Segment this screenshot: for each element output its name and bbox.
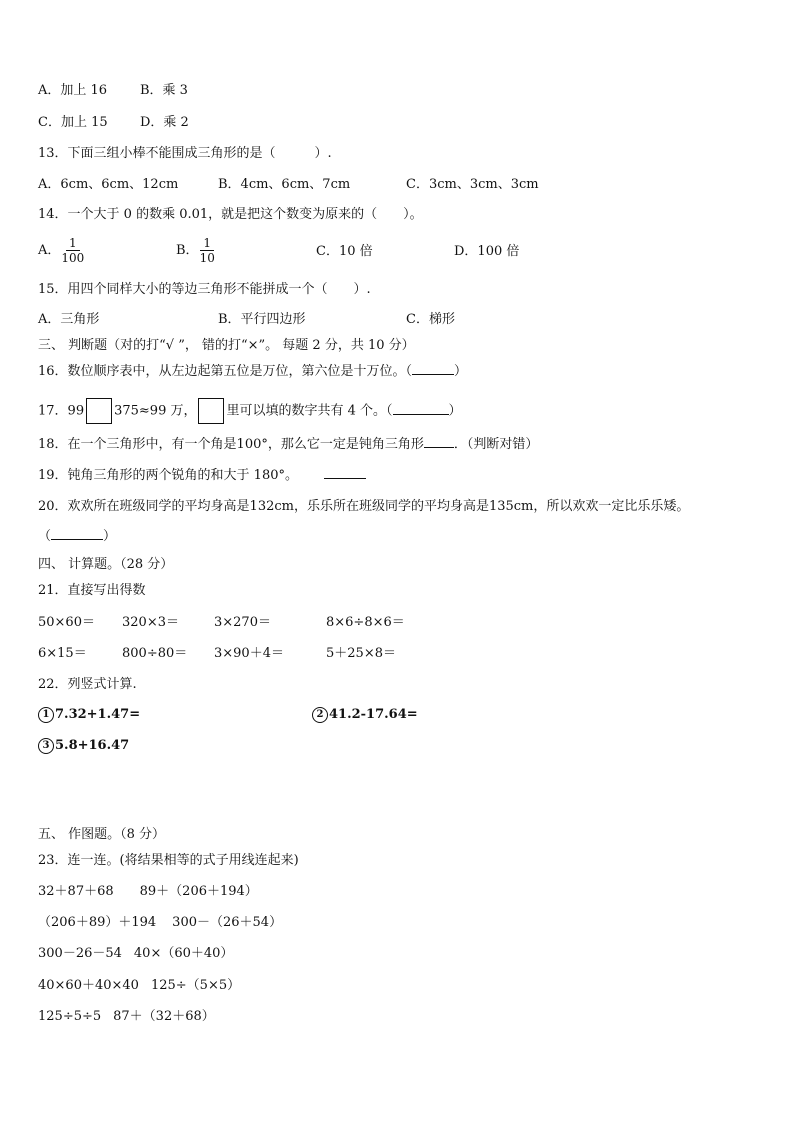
q21-item: 800÷80＝ <box>122 646 188 661</box>
q21-item: 3×90＋4＝ <box>214 646 284 661</box>
q23-right-expression[interactable]: 125÷（5×5） <box>150 978 241 993</box>
q13-option-c: C．3cm、3cm、3cm <box>406 177 539 192</box>
q17-part-2: 375≈99 万， <box>114 403 197 419</box>
q12-option-d: D．乘 2 <box>140 115 189 130</box>
q23-row-5 <box>38 1008 215 1026</box>
q22-expression-3: 5.8+16.47 <box>55 738 130 753</box>
q23-row-1 <box>38 883 258 901</box>
q23-right-expression[interactable]: 40×（60＋40） <box>133 946 234 961</box>
q23-row-4 <box>38 977 240 995</box>
q13-stem: 13．下面三组小棒不能围成三角形的是（ ）. <box>38 146 332 161</box>
q12-option-b: B．乘 3 <box>140 83 188 98</box>
q23-left-expression[interactable]: 32＋87＋68 <box>38 884 114 899</box>
q14-option-c: C．10 倍 <box>316 244 373 259</box>
q18-part-2: ．（判断对错） <box>453 437 539 452</box>
q17-close: ） <box>448 403 462 419</box>
q17-digit-box[interactable] <box>86 398 112 424</box>
q23-right-expression[interactable]: 300－（26＋54） <box>172 915 283 930</box>
q17-part-1: 17．99 <box>38 403 85 419</box>
q23-left-expression[interactable]: 300－26－54 <box>38 946 122 961</box>
q16-answer-blank[interactable] <box>412 374 454 375</box>
q16 <box>38 363 467 381</box>
q18-answer-blank[interactable] <box>424 447 454 448</box>
q23-stem: 23．连一连。(将结果相等的式子用线连起来) <box>38 853 299 868</box>
q22-item-1 <box>38 706 140 724</box>
q16-close: ） <box>454 364 468 379</box>
q20-answer-blank[interactable] <box>51 539 103 540</box>
q22-item-3 <box>38 737 129 755</box>
circled-number-3: 3 <box>38 738 54 754</box>
q13-option-b: B．4cm、6cm、7cm <box>218 177 351 192</box>
q21-item: 3×270＝ <box>214 615 271 630</box>
q21-item: 320×3＝ <box>122 615 179 630</box>
q22-stem: 22．列竖式计算. <box>38 677 137 692</box>
q14-option-d: D．100 倍 <box>454 244 520 259</box>
q22-expression-1: 7.32+1.47= <box>55 707 141 722</box>
q15-stem: 15．用四个同样大小的等边三角形不能拼成一个（ ）. <box>38 282 371 297</box>
q19-answer-blank[interactable] <box>324 478 366 479</box>
q12-option-a <box>38 82 107 100</box>
q19-text: 19．钝角三角形的两个锐角的和大于 180°。 <box>38 468 298 483</box>
fraction-numerator: 1 <box>200 236 214 251</box>
q13-option-a: A．6cm、6cm、12cm <box>38 177 179 192</box>
q22-expression-2: 41.2-17.64= <box>329 707 418 722</box>
q16-text: 16．数位顺序表中，从左边起第五位是万位，第六位是十万位。（ <box>38 364 413 379</box>
q18-part-1: 18．在一个三角形中，有一个角是100°，那么它一定是钝角三角形 <box>38 437 424 452</box>
q20-open: （ <box>38 529 52 544</box>
q12-option-a-text: A．加上 16 <box>38 83 108 98</box>
fraction-denominator: 100 <box>61 251 85 265</box>
q21-stem: 21．直接写出得数 <box>38 583 146 598</box>
q15-option-b: B．平行四边形 <box>218 312 306 327</box>
q14-option-a-fraction <box>60 236 85 265</box>
circled-number-2: 2 <box>312 707 328 723</box>
q20-text: 20．欢欢所在班级同学的平均身高是132cm，乐乐所在班级同学的平均身高是135cm，所以欢欢一定比乐乐矮。 <box>38 499 690 514</box>
q23-left-expression[interactable]: 40×60＋40×40 <box>38 978 139 993</box>
q22-item-2 <box>312 706 418 724</box>
q17-part-3: 里可以填的数字共有 4 个。（ <box>226 403 393 419</box>
q17 <box>38 398 462 424</box>
q15-option-a: A．三角形 <box>38 312 100 327</box>
q14-option-a <box>38 236 85 265</box>
q20-answer <box>38 528 116 546</box>
q23-right-expression[interactable]: 87＋（32＋68） <box>113 1009 215 1024</box>
fraction-numerator: 1 <box>66 236 80 251</box>
q23-row-2 <box>38 914 282 932</box>
q17-reference-box <box>198 398 224 424</box>
q21-item: 6×15＝ <box>38 646 87 661</box>
q18 <box>38 436 538 454</box>
q17-answer-blank[interactable] <box>393 414 449 415</box>
q19 <box>38 467 366 485</box>
q12-option-c: C．加上 15 <box>38 115 108 130</box>
q23-row-3 <box>38 945 233 963</box>
q14-stem: 14．一个大于 0 的数乘 0.01，就是把这个数变为原来的（ ）。 <box>38 207 423 222</box>
circled-number-1: 1 <box>38 707 54 723</box>
q14-option-b-label: B． <box>176 243 199 258</box>
q14-option-b <box>176 236 216 265</box>
q21-item: 50×60＝ <box>38 615 95 630</box>
q15-option-c: C．梯形 <box>406 312 455 327</box>
q20-close: ） <box>103 529 117 544</box>
q21-item: 5＋25×8＝ <box>326 646 396 661</box>
q21-item: 8×6÷8×6＝ <box>326 615 405 630</box>
q23-left-expression[interactable]: （206＋89）＋194 <box>38 915 157 930</box>
q14-option-b-fraction <box>199 236 216 265</box>
q23-right-expression[interactable]: 89＋（206＋194） <box>139 884 258 899</box>
q14-option-a-label: A． <box>38 243 61 258</box>
q23-left-expression[interactable]: 125÷5÷5 <box>38 1009 102 1024</box>
section-3-title: 三、 判断题（对的打“√ ”， 错的打“×”。 每题 2 分，共 10 分） <box>38 338 415 353</box>
section-5-title: 五、 作图题。（8 分） <box>38 827 166 842</box>
fraction-denominator: 10 <box>199 251 215 265</box>
section-4-title: 四、 计算题。（28 分） <box>38 557 174 572</box>
